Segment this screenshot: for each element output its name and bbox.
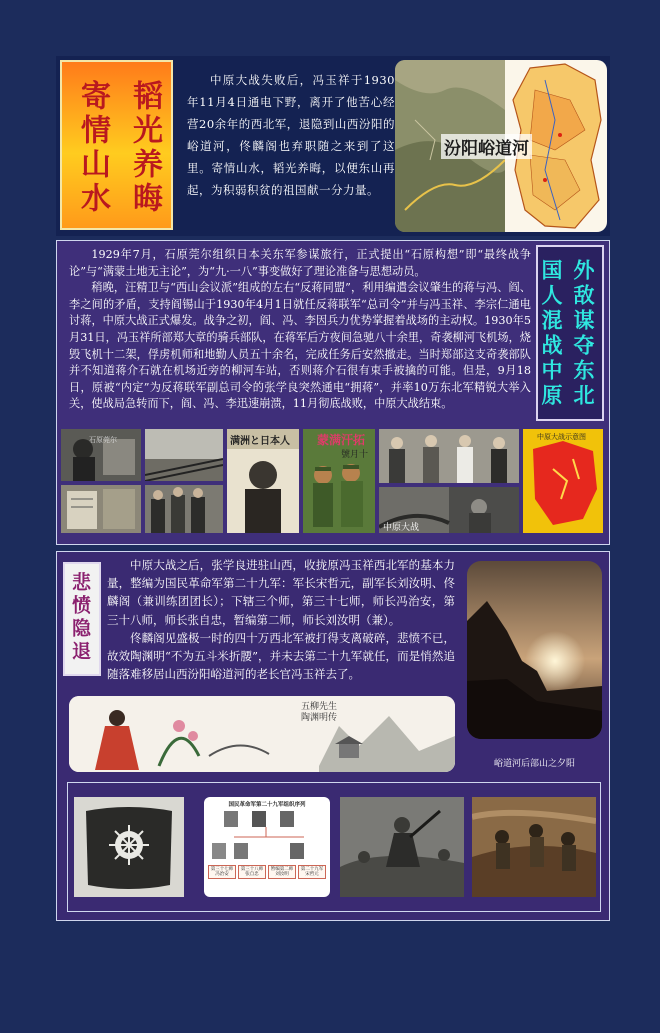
propaganda-poster-photo: [303, 429, 375, 533]
war-map-label: 中原大战示意图: [537, 433, 586, 441]
section-title-box: [536, 245, 604, 421]
poster-subtitle: 號月十: [341, 450, 369, 460]
book-cover-photo: [227, 429, 299, 533]
battle-painting-photo: [472, 797, 596, 897]
org-chart-title: 国民革命军第二十九军组织序列: [228, 802, 306, 808]
mountain-sunset-photo: [467, 561, 602, 739]
section-title-right: 韬光养晦: [127, 80, 162, 216]
war-map-photo: [523, 429, 603, 533]
section-title-box: [63, 562, 101, 676]
officer-photo: [61, 429, 141, 481]
section-retirement-panel: [56, 551, 610, 921]
intro-paragraph: 中原大战失败后，冯玉祥于1930年11月4日通电下野，离开了他苦心经营20余年的西北军，退隐到山西汾阳的峪道河，佟麟阁也弃职随之来到了这里。寄情山水，韬光养晦，以便东山再起，为积弱积贫的祖国献一分力量。: [187, 73, 395, 197]
traditional-painting-strip: [69, 696, 455, 772]
soldier-charge-photo: [340, 797, 464, 897]
section-title-left: 寄情山水: [75, 80, 110, 216]
org-node-37th-division: 第三十七师 冯治安: [208, 865, 236, 879]
section-title-box: [60, 60, 173, 230]
photo-gallery-frame: [67, 782, 601, 912]
section-retreat-panel: [56, 56, 610, 236]
painting-inscription: 五柳先生 陶渊明传: [301, 702, 338, 723]
officers-group-photo: [145, 485, 223, 533]
historical-photo-strip: [61, 427, 605, 537]
army-flag-photo: [74, 797, 184, 897]
section-title-left: 国人混战中原: [539, 259, 563, 409]
org-node-2nd-division: 暂编第二师 刘汝明: [268, 865, 296, 879]
battle-photo: [379, 487, 519, 533]
documents-photo: [61, 485, 141, 533]
photo-caption: 石原莞尔: [89, 436, 117, 444]
map-caption: 汾阳峪道河: [441, 134, 532, 159]
war-paragraph-1: 1929年7月，石原莞尔组织日本关东军参谋旅行，正式提出“石原构想”即“最终战争论”与“满蒙土地无主论”，为“九·一八”事变做好了理论准备与思想动员。: [69, 248, 531, 278]
war-paragraph-2: 稍晚，汪精卫与“西山会议派”组成的左右“反蒋同盟”，利用编遣会议肇生的蒋与冯、阎、李之间的矛盾，支持阎锡山于1930年4月1日就任反蒋联军“总司令”并与冯玉祥、李宗仁通电讨蒋，中原大战正式爆发。战争之初，阎、冯、李因兵力优势掌握着战场的主动权。1930年5月31日，冯玉祥所部郑大章的骑兵部队，在蒋军后方夜间急驰八十余里，奇袭柳河飞机场，烧毁飞机十二架，俘虏机师和地勤人员五十余名，完成任务后安然撤走。当时郑部这支奇袭部队并不知道蒋介石就在机场近旁的柳河车站，否则蒋介石很有束手被擒的可能。但是，9月18日，原被“内定”为反蒋联军副总司令的张学良突然通电“拥蒋”，并率10万东北军精锐大举入关，使战局急转而下，阎、冯、李迅速崩溃，11月彻底战败，中原大战结束。: [69, 281, 531, 411]
retirement-paragraph-2: 佟麟阁见盛极一时的四十万西北军被打得支离破碎，悲愤不已，故效陶渊明“不为五斗米折腰”，并未去第二十九军就任，而是悄然追随落难移居山西汾阳峪道河的老长官冯玉祥去了。: [107, 630, 455, 682]
book-title: 满洲と日本人: [230, 436, 290, 447]
section-title: 悲愤隐退: [69, 572, 91, 664]
fenyang-map-image: [395, 60, 607, 232]
section-title-right: 外敌谋夺东北: [571, 259, 595, 409]
org-chart-image: [204, 797, 330, 897]
railway-photo: [145, 429, 223, 481]
poster-title: 蒙满汗拓: [317, 433, 366, 447]
battle-label: 中原大战: [383, 523, 420, 533]
sunset-caption: 峪道河后部山之夕阳: [493, 759, 575, 769]
org-node-29th-army: 第二十九军 宋哲元: [298, 865, 326, 879]
retirement-paragraph-1: 中原大战之后，张学良进驻山西，收拢原冯玉祥西北军的基本力量，整编为国民革命军第二十九军：军长宋哲元，副军长刘汝明、佟麟阁（兼训练团团长）；下辖三个师，第三十七师，师长冯治安，第三十八师，师长张自忠，暂编第二师，师长刘汝明（兼）。: [107, 558, 455, 627]
section-central-plains-war-panel: [56, 240, 610, 545]
war-history-text: [69, 247, 531, 413]
retirement-text: [107, 556, 455, 683]
warlords-photo: [379, 429, 519, 483]
org-node-38th-division: 第三十八师 张自忠: [238, 865, 266, 879]
